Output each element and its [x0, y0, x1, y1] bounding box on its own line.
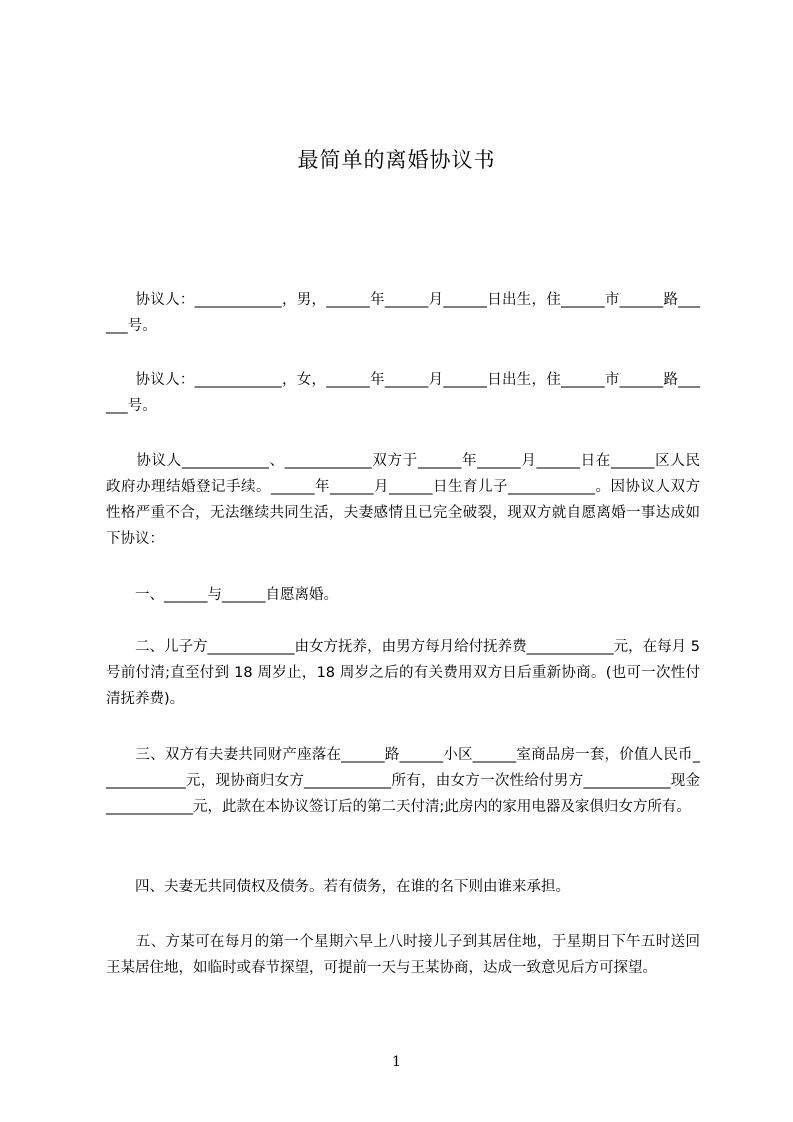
clause-child-custody: 二、儿子方____________由女方抚养，由男方每月给付抚养费____________元，在每月 5 号前付清;直至付到 18 周岁止，18 周岁之后的有关费用双方日后重新协商。(也可一次性付清抚养费)。	[106, 639, 700, 707]
clause-property: 三、双方有夫妻共同财产座落在______路______小区______室商品房一套，价值人民币____________元，现协商归女方____________所有，由女方一次性给付男方____________现金____________元，此款在本协议签订后的第二天付清;此房内的家用电器及家俱归女方所有。	[106, 747, 700, 815]
clause-debts: 四、夫妻无共同债权及债务。若有债务，在谁的名下则由谁来承担。	[106, 879, 570, 895]
page-number: 1	[392, 1054, 401, 1070]
paragraph-party-female: 协议人：____________，女，______年______月______日出生，住______市______路______号。	[106, 372, 700, 414]
document-title: 最简单的离婚协议书	[297, 148, 496, 172]
clause-visitation: 五、方某可在每月的第一个星期六早上八时接儿子到其居住地，于星期日下午五时送回王某居住地，如临时或春节探望，可提前一天与王某协商，达成一致意见后方可探望。	[106, 934, 700, 976]
paragraph-marriage-background: 协议人____________、____________双方于______年______月______日在______区人民政府办理结婚登记手续。______年______月______日生育儿子____________。因协议人双方性格严重不合，无法继续共同生活，夫妻感情且已完全破裂，现双方就自愿离婚一事达成如下协议：	[106, 453, 700, 547]
paragraph-party-male: 协议人：____________，男，______年______月______日出生，住______市______路______号。	[106, 292, 700, 334]
clause-voluntary-divorce: 一、______与______自愿离婚。	[106, 587, 338, 603]
